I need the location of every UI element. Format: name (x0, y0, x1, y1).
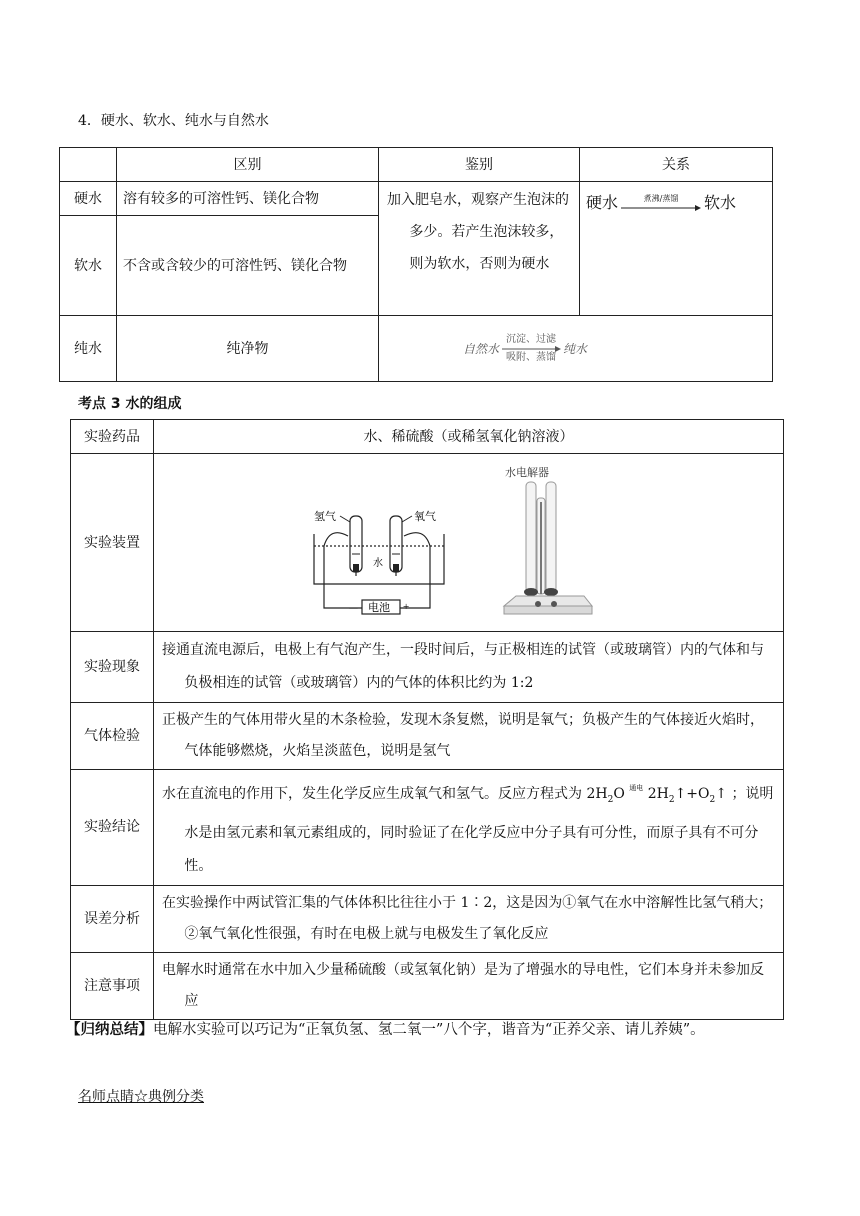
pure-relation-top: 沉淀、过滤 (506, 333, 557, 345)
electrolyzer-device-image (488, 458, 598, 628)
pure-water-relation-cell (379, 316, 773, 382)
water-composition-table (70, 419, 784, 1020)
label-reagents: 实验药品 (71, 420, 154, 454)
conclusion-text-a: 水在直流电的作用下，发生化学反应生成氧气和氢气。反应方程式为 2H (162, 786, 608, 802)
row-pure-water-label: 纯水 (60, 316, 117, 382)
natural-to-pure-relation (463, 334, 772, 364)
relation-from: 硬水 (586, 193, 619, 212)
content-error-analysis: 在实验操作中两试管汇集的气体体积比往往小于 1∶2，这是因为①氧气在水中溶解性比氢气稍大；②氧气氧化性很强，有时在电极上就与电极发生了氧化反应 (154, 885, 784, 952)
row-hard-water-difference: 溶有较多的可溶性钙、镁化合物 (117, 182, 379, 216)
pure-relation-bottom: 吸附、蒸馏 (506, 351, 557, 363)
header-difference: 区别 (117, 148, 379, 182)
pure-relation-from: 自然水 (463, 341, 500, 356)
row-soft-water-difference: 不含或含较少的可溶性钙、镁化合物 (117, 216, 379, 316)
content-notes: 电解水时通常在水中加入少量稀硫酸（或氢氧化钠）是为了增强水的导电性，它们本身并未参加反应 (154, 952, 784, 1019)
oxygen-label: 氧气 (414, 511, 436, 523)
device-title: 水电解器 (505, 467, 549, 479)
relation-arrow (620, 194, 702, 212)
pure-relation-to: 纯水 (563, 341, 588, 356)
identification-text: 加入肥皂水，观察产生泡沫的多少。若产生泡沫较多，则为软水，否则为硬水 (387, 192, 569, 272)
label-conclusion: 实验结论 (71, 770, 154, 886)
section3-title: 考点 3 水的组成 (78, 396, 182, 412)
corner-cell (60, 148, 117, 182)
equation-condition: 通电 (629, 784, 644, 792)
label-gas-test: 气体检验 (71, 703, 154, 770)
label-apparatus: 实验装置 (71, 454, 154, 632)
row-hard-water-label: 硬水 (60, 182, 117, 216)
content-phenomenon: 接通直流电源后，电极上有气泡产生，一段时间后，与正极相连的试管（或玻璃管）内的气体和与负极相连的试管（或玻璃管）内的气体的体积比约为 1:2 (154, 632, 784, 703)
label-phenomenon: 实验现象 (71, 632, 154, 703)
hydrogen-label: 氢气 (314, 511, 336, 523)
row-pure-water-difference: 纯净物 (117, 316, 379, 382)
section4-title: 4．硬水、软水、纯水与自然水 (78, 113, 269, 129)
content-gas-test: 正极产生的气体用带火星的木条检验，发现木条复燃，说明是氧气；负极产生的气体接近火焰时，气体能够燃烧，火焰呈淡蓝色，说明是氢气 (154, 703, 784, 770)
header-identification: 鉴别 (379, 148, 580, 182)
water-label: 水 (373, 558, 383, 569)
apparatus-cell (154, 454, 784, 632)
content-reagents: 水、稀硫酸（或稀氢氧化钠溶液） (154, 420, 784, 454)
battery-label: 电池 (368, 602, 390, 614)
water-types-table (59, 147, 773, 382)
summary-text: 电解水实验可以巧记为“正氧负氢、氢二氧一”八个字，谐音为“正养父亲、请儿养姨”。 (153, 1022, 705, 1038)
footer-link[interactable]: 名师点睛☆典例分类 (78, 1089, 204, 1105)
content-conclusion: 水在直流电的作用下，发生化学反应生成氧气和氢气。反应方程式为 $2H_2O$ $^{通电}$ $2H_2↑+O_2↑$ ；说明水是由氢元素和氧元素组成的，同时验证了在化学反应中分子具有可分性，而原子具有不可分性。 (154, 770, 784, 886)
summary-label: 【归纳总结】 (66, 1022, 153, 1038)
plus-label: + (403, 601, 410, 613)
pure-relation-arrow (501, 334, 561, 364)
identification-cell (379, 182, 580, 316)
electrolysis-schematic (302, 506, 502, 616)
relation-cell (580, 182, 773, 316)
relation-arrow-label: 煮沸/蒸馏 (643, 194, 679, 203)
header-relation: 关系 (580, 148, 773, 182)
summary-paragraph (66, 1018, 705, 1039)
hard-to-soft-relation (586, 188, 766, 218)
row-soft-water-label: 软水 (60, 216, 117, 316)
arrow-right-icon (620, 204, 702, 212)
relation-to: 软水 (704, 193, 737, 212)
conclusion-text-b: ；说明水是由氢元素和氧元素组成的，同时验证了在化学反应中分子具有可分性，而原子具有不可分性。 (184, 786, 774, 874)
label-error-analysis: 误差分析 (71, 885, 154, 952)
minus-label: － (348, 603, 359, 615)
label-notes: 注意事项 (71, 952, 154, 1019)
